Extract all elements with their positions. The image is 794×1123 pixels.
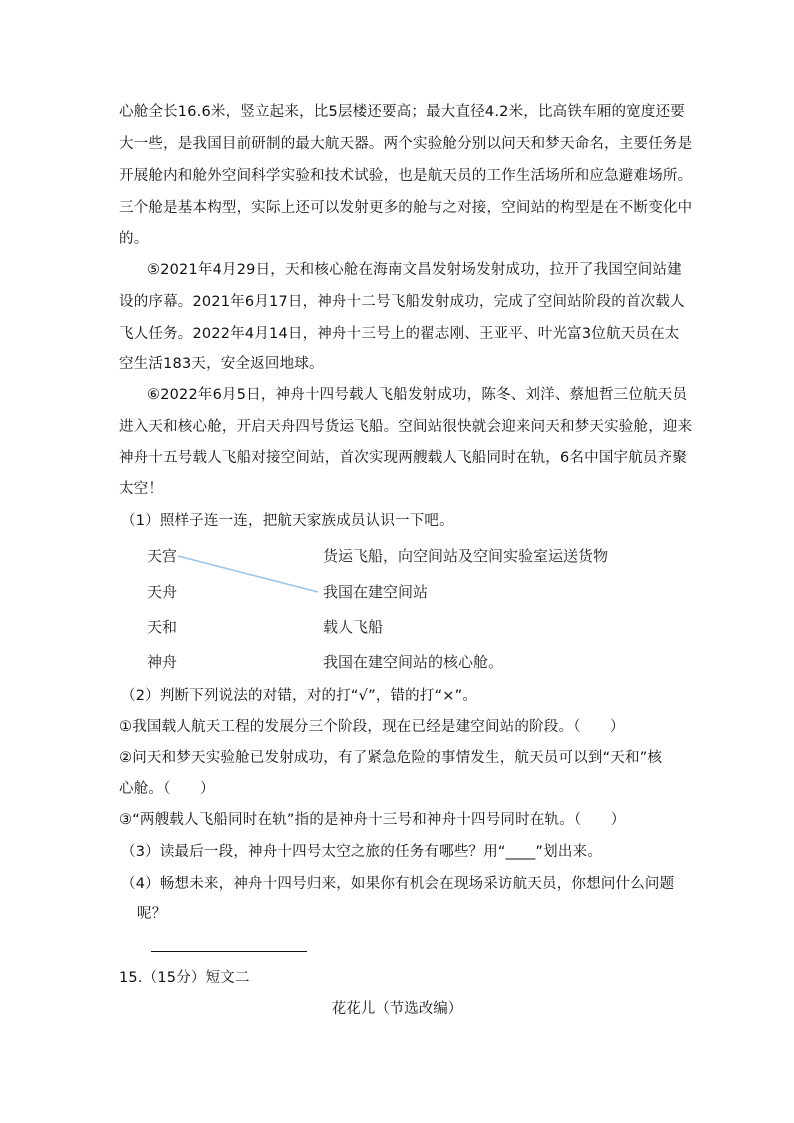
- match-left-shenzhou[interactable]: 神舟: [147, 653, 178, 671]
- q2-item-2: ②问天和梦天实验舱已发射成功，有了紧急危险的事情发生，航天员可以到“天和”核: [119, 750, 663, 766]
- match-left-tianzhou[interactable]: 天舟: [147, 583, 178, 601]
- p5-line-4: 空生活183天，安全返回地球。: [119, 356, 324, 372]
- p4-line-2: 大一些，是我国目前研制的最大航天器。两个实验舱分别以问天和梦天命名，主要任务是: [119, 136, 693, 152]
- p4-line-4: 三个舱是基本构型，实际上还可以发射更多的舱与之对接，空间站的构型是在不断变化中: [119, 200, 693, 216]
- q2-item-1: ①我国载人航天工程的发展分三个阶段，现在已经是建空间站的阶段。（ ）: [119, 719, 625, 735]
- match-right-cargo[interactable]: 货运飞船，向空间站及空间实验室运送货物: [323, 547, 609, 565]
- p4-line-1: 心舱全长16.6米，竖立起来，比5层楼还要高；最大直径4.2米，比高铁车厢的宽度还要: [119, 104, 685, 120]
- question-1: （1）照样子连一连，把航天家族成员认识一下吧。: [121, 513, 454, 529]
- question-3: （3）读最后一段，神舟十四号太空之旅的任务有哪些？用“____”划出来。: [121, 844, 602, 860]
- match-right-crewed[interactable]: 载人飞船: [323, 618, 384, 636]
- q2-item-3: ③“两艘载人飞船同时在轨”指的是神舟十三号和神舟十四号同时在轨。（ ）: [119, 812, 626, 828]
- p6-line-2: 进入天和核心舱，开启天舟四号货运飞船。空间站很快就会迎来问天和梦天实验舱，迎来: [119, 419, 693, 435]
- answer-blank-line[interactable]: [151, 951, 307, 952]
- match-right-station[interactable]: 我国在建空间站: [323, 583, 429, 601]
- p5-line-2: 设的序幕。2021年6月17日，神舟十二号飞船发射成功，完成了空间站阶段的首次载人: [119, 294, 685, 310]
- question-4-cont: 呢？: [137, 906, 167, 922]
- match-right-core-module[interactable]: 我国在建空间站的核心舱。: [323, 653, 504, 671]
- question-2: （2）判断下列说法的对错，对的打“√”，错的打“×”。: [121, 688, 478, 704]
- p4-line-3: 开展舱内和舱外空间科学实验和技术试验，也是航天员的工作生活场所和应急避难场所。: [119, 168, 693, 184]
- p5-line-1: ⑤2021年4月29日，天和核心舱在海南文昌发射场发射成功，拉开了我国空间站建: [147, 262, 682, 278]
- question-4: （4）畅想未来，神舟十四号归来，如果你有机会在现场采访航天员，你想问什么问题: [121, 876, 675, 892]
- q2-item-2-cont: 心舱。（ ）: [119, 781, 215, 797]
- section-15-title: 花花儿（节选改编）: [331, 1001, 463, 1017]
- p6-line-1: ⑥2022年6月5日，神舟十四号载人飞船发射成功，陈冬、刘洋、蔡旭哲三位航天员: [147, 387, 688, 403]
- p5-line-3: 飞人任务。2022年4月14日，神舟十三号上的翟志刚、王亚平、叶光富3位航天员在太: [119, 326, 680, 342]
- p6-line-4: 太空！: [119, 481, 164, 497]
- section-15-heading: 15.（15分）短文二: [119, 970, 250, 986]
- p4-line-5: 的。: [119, 231, 149, 247]
- p6-line-3: 神舟十五号载人飞船对接空间站，首次实现两艘载人飞船同时在轨，6名中国宇航员齐聚: [119, 450, 688, 466]
- match-left-tiangong[interactable]: 天宫: [147, 547, 178, 565]
- match-left-tianhe[interactable]: 天和: [147, 618, 178, 636]
